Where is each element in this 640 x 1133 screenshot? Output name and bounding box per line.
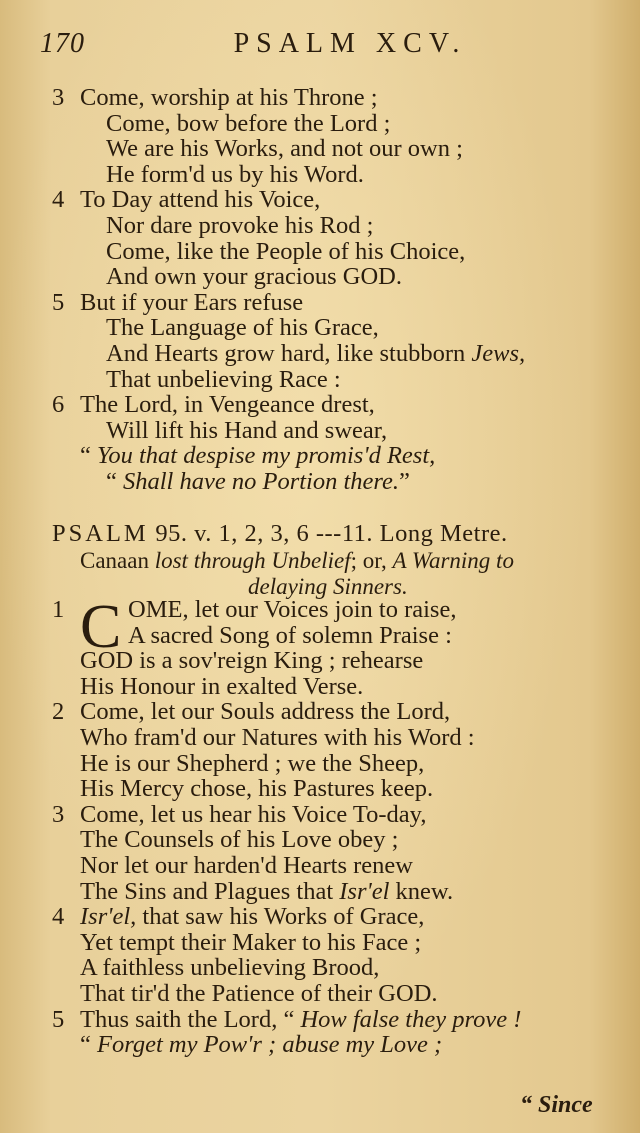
verse-line: [80, 391, 375, 419]
quote-mark: “: [283, 1005, 295, 1033]
subtitle-line-2: delaying Sinners.: [248, 574, 408, 599]
verse-line: [80, 698, 450, 726]
verse-line: [80, 289, 303, 317]
psalm-heading-rest: 95. v. 1, 2, 3, 6 ---11. Long Metre.: [155, 520, 508, 547]
drop-cap: C: [80, 593, 122, 661]
verse-text: A faithless unbelieving Brood,: [80, 954, 380, 982]
psalm-subtitle-line-1: [80, 548, 514, 574]
verse-line: [80, 852, 413, 880]
verse-line: [106, 314, 379, 342]
verse-text: Come, bow before the Lord ;: [106, 109, 391, 137]
verse-text: OME, let our Voices join to raise,: [128, 596, 457, 623]
verse-text: The Counsels of his Love obey ;: [80, 826, 399, 854]
verse-line: [80, 750, 424, 778]
verse-line: [80, 442, 435, 470]
psalm-heading-word: PSALM: [52, 520, 149, 547]
verse-text: The Language of his Grace,: [106, 314, 379, 342]
verse-line: [128, 596, 456, 624]
verse-text: Will lift his Hand and swear,: [106, 416, 388, 444]
verse-text: The Sins and Plagues that: [80, 877, 334, 905]
verse-text: Who fram'd our Natures with his Word :: [80, 724, 475, 751]
verse-line: [106, 161, 364, 189]
verse-text: He form'd us by his Word.: [106, 160, 364, 188]
verse-line: [80, 724, 475, 752]
verse-text: We are his Works, and not our own ;: [106, 135, 463, 163]
page-header: [0, 28, 640, 64]
quote-mark: “: [80, 1031, 91, 1059]
page-number: 170: [40, 28, 85, 59]
verse-number: 6: [52, 391, 65, 419]
subtitle-roman-1: Canaan: [80, 548, 149, 573]
verse-italic: Forget my Pow'r ; abuse my Love ;: [97, 1031, 443, 1059]
verse-text: Thus saith the Lord,: [80, 1005, 278, 1033]
verse-line: [80, 775, 433, 803]
verse-line: [80, 1031, 442, 1059]
verse-line: [80, 826, 398, 854]
verse-text: Come, worship at his Throne ;: [80, 84, 378, 111]
verse-text: Nor let our harden'd Hearts renew: [80, 852, 413, 879]
verse-italic: How false they prove !: [300, 1005, 522, 1033]
verse-line: [106, 238, 465, 266]
verse-text: That unbelieving Race :: [106, 365, 341, 393]
verse-number: 1: [52, 596, 65, 623]
quote-mark: “: [80, 442, 91, 470]
quote-mark-close: ”: [399, 468, 410, 495]
quote-mark: “: [106, 468, 117, 495]
verse-italic: Jews,: [471, 340, 526, 367]
verse-line: [80, 1006, 521, 1034]
verse-text: He is our Shepherd ; we the Sheep,: [80, 749, 425, 777]
verse-text: But if your Ears refuse: [80, 288, 304, 316]
psalm-heading: [52, 520, 508, 548]
verse-text: A sacred Song of solemn Praise :: [128, 621, 452, 649]
verse-line: [106, 110, 390, 138]
verse-text-after: knew.: [395, 877, 454, 905]
verse-line: [80, 186, 320, 214]
verse-line: [106, 263, 402, 291]
verse-text: Come, let our Souls address the Lord,: [80, 698, 451, 726]
verse-line: [80, 903, 424, 931]
verse-line: [106, 417, 387, 445]
subtitle-italic-2: A Warning to: [392, 548, 514, 573]
verse-line: [80, 673, 363, 701]
subtitle-italic-1: lost through Unbelief: [154, 548, 351, 573]
verse-text: Come, like the People of his Choice,: [106, 237, 466, 265]
verse-line: [80, 878, 453, 906]
running-head: PSALM XCV.: [233, 28, 467, 59]
verse-italic-lead: Isr'el,: [80, 903, 137, 931]
verse-text: Come, let us hear his Voice To-day,: [80, 800, 427, 828]
verse-italic: You that despise my promis'd Rest,: [97, 442, 436, 470]
verse-line: [106, 468, 410, 496]
verse-number: 4: [52, 186, 65, 214]
verse-number: 2: [52, 698, 65, 726]
verse-text: And own your gracious GOD.: [106, 263, 402, 291]
verse-number: 5: [52, 1005, 65, 1033]
verse-text: The Lord, in Vengeance drest,: [80, 391, 375, 419]
verse-text: His Honour in exalted Verse.: [80, 672, 364, 700]
verse-line: [80, 954, 379, 982]
catchword: “ Since: [520, 1092, 593, 1118]
verse-text: Yet tempt their Maker to his Face ;: [80, 928, 422, 956]
verse-line: [80, 980, 438, 1008]
verse-text: That tir'd the Patience of their GOD.: [80, 980, 438, 1007]
verse-line: [128, 622, 452, 650]
verse-line: [106, 135, 463, 163]
verse-line: [106, 340, 525, 368]
verse-text: To Day attend his Voice,: [80, 186, 321, 214]
verse-text: GOD is a sov'reign King ; rehearse: [80, 647, 424, 675]
verse-number: 3: [52, 800, 65, 828]
verse-number: 4: [52, 903, 65, 931]
verse-number: 3: [52, 84, 65, 111]
verse-italic: Isr'el: [339, 877, 390, 905]
subtitle-roman-2: ; or,: [350, 548, 387, 573]
verse-line: [80, 929, 421, 957]
verse-text: that saw his Works of Grace,: [142, 903, 425, 931]
verse-line: [106, 212, 373, 240]
verse-italic: Shall have no Portion there.: [123, 468, 400, 495]
verse-line: [80, 84, 378, 112]
verse-line: [106, 366, 341, 394]
verse-text: Nor dare provoke his Rod ;: [106, 212, 374, 239]
verse-line: [80, 801, 426, 829]
verse-text: His Mercy chose, his Pastures keep.: [80, 775, 434, 803]
verse-text: And Hearts grow hard, like stubborn: [106, 340, 466, 367]
verse-line: [80, 647, 423, 675]
verse-number: 5: [52, 288, 65, 316]
